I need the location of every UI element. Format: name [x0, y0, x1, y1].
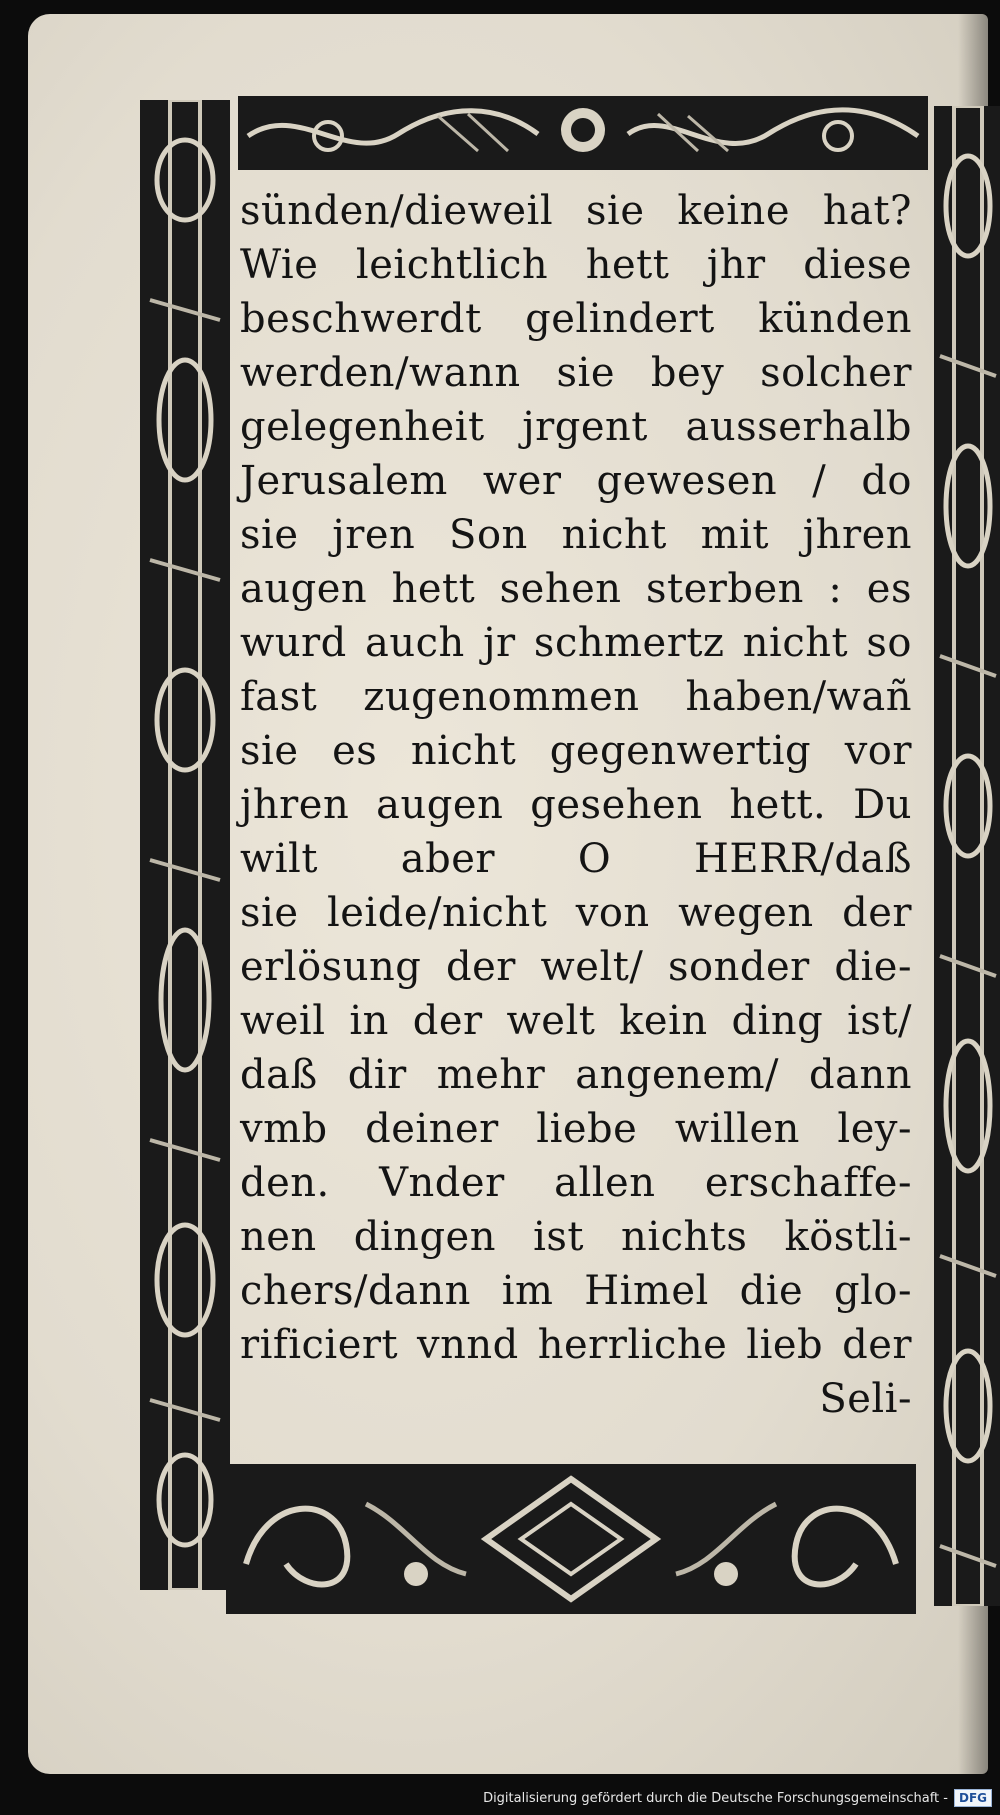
text-line: sie es nicht gegenwertig vor — [240, 728, 912, 774]
text-line: erlösung der welt/ sonder die- — [240, 944, 912, 990]
text-line: augen hett sehen sterben : es — [240, 566, 912, 612]
ornamental-border-bottom — [226, 1464, 916, 1614]
text-line: werden/wann sie bey solcher — [240, 350, 912, 396]
text-line: daß dir mehr angenem/ dann — [240, 1052, 912, 1098]
dfg-logo: DFG — [954, 1789, 992, 1807]
footer-text: Digitalisierung gefördert durch die Deutsche Forschungsgemeinschaft - — [483, 1790, 948, 1806]
ornamental-border-right — [934, 106, 1000, 1606]
text-line: den. Vnder allen erschaffe- — [240, 1160, 912, 1206]
book-page — [28, 14, 988, 1774]
text-line: beschwerdt gelindert künden — [240, 296, 912, 342]
text-line: Jerusalem wer gewesen / do — [240, 458, 912, 504]
catchword: Seli- — [819, 1376, 912, 1422]
text-line: chers/dann im Himel die glo- — [240, 1268, 912, 1314]
text-line: sie jren Son nicht mit jhren — [240, 512, 912, 558]
text-line: Wie leichtlich hett jhr diese — [240, 242, 912, 288]
text-line: fast zugenommen haben/wañ — [240, 674, 912, 720]
text-line: wurd auch jr schmertz nicht so — [240, 620, 912, 666]
text-block — [240, 186, 920, 1456]
text-line: nen dingen ist nichts köstli- — [240, 1214, 912, 1260]
text-line: wilt aber O HERR/daß — [240, 836, 912, 882]
text-line: rificiert vnnd herrliche lieb der — [240, 1322, 912, 1368]
ornamental-border-left — [140, 100, 230, 1590]
ornamental-border-top — [238, 96, 928, 170]
digitization-credit — [483, 1785, 992, 1811]
text-line: weil in der welt kein ding ist/ — [240, 998, 912, 1044]
text-line: jhren augen gesehen hett. Du — [240, 782, 912, 828]
text-line: sünden/dieweil sie keine hat? — [240, 188, 912, 234]
text-line: sie leide/nicht von wegen der — [240, 890, 912, 936]
text-line: vmb deiner liebe willen ley- — [240, 1106, 912, 1152]
text-line: gelegenheit jrgent ausserhalb — [240, 404, 912, 450]
